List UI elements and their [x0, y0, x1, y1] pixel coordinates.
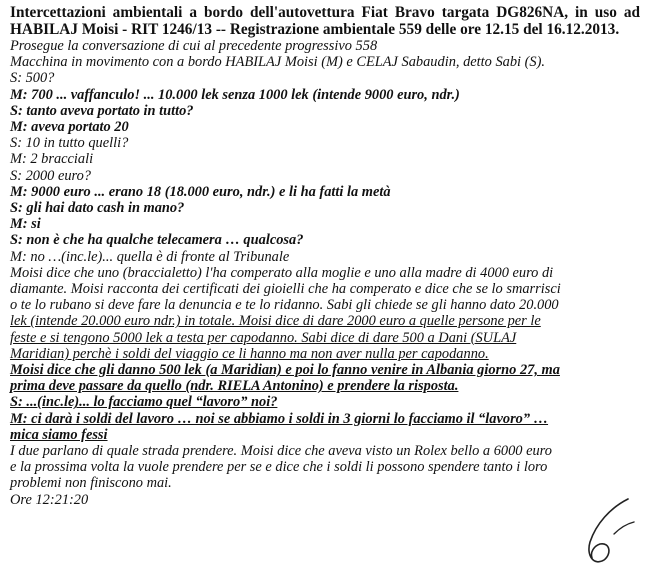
line-dialogue-emphasis: S: ...(inc.le)... lo facciamo quel “lavoro” noi? [10, 394, 278, 411]
line-dialogue: M: aveva portato 20 [10, 119, 129, 136]
line-closing: I due parlano di quale strada prendere. Moisi dice che aveva visto un Rolex bello a 6000 euro [10, 443, 552, 460]
line-dialogue: M: 9000 euro ... erano 18 (18.000 euro, ndr.) e li ha fatti la metà [10, 183, 391, 200]
line-intro: Prosegue la conversazione di cui al precedente progressivo 558 [10, 38, 378, 54]
line-time: Ore 12:21:20 [10, 491, 89, 508]
line-dialogue: M: si [10, 216, 41, 233]
line-summary-underlined: feste e si tengono 5000 lek a testa per capodanno. Sabi dice di dare 500 a Dani (SULAJ [10, 329, 517, 346]
line-dialogue: M: 700 ... vaffanculo! ... 10.000 lek senza 1000 lek (intende 9000 euro, ndr.) [10, 86, 460, 103]
line-summary-emphasis: Moisi dice che gli danno 500 lek (a Maridian) e poi lo fanno venire in Albania giorno 27, ma [10, 362, 560, 379]
line-dialogue-emphasis: M: ci darà i soldi del lavoro … noi se abbiamo i soldi in 3 giorni lo facciamo il “lavoro” … [10, 410, 549, 427]
handwritten-page-number [570, 494, 640, 569]
line-summary-underlined: Maridian) perchè i soldi del viaggio ce li hanno ma non aver nulla per capodanno. [10, 345, 489, 362]
line-summary: Moisi dice che uno (braccialetto) l'ha comperato alla moglie e uno alla madre di 4000 euro di [10, 264, 554, 281]
line-dialogue: M: 2 bracciali [10, 151, 94, 168]
line-dialogue: S: 500? [10, 70, 55, 87]
line-dialogue: S: tanto aveva portato in tutto? [10, 102, 194, 119]
line-dialogue-emphasis: mica siamo fessi [10, 426, 108, 443]
line-dialogue: S: 10 in tutto quelli? [10, 135, 129, 152]
line-dialogue: S: 2000 euro? [10, 167, 92, 184]
line-closing: problemi non finiscono mai. [10, 475, 172, 492]
line-participants: Macchina in movimento con a bordo HABILAJ Moisi (M) e CELAJ Sabaudin, detto Sabi (S). [10, 54, 546, 71]
document-body [10, 4, 640, 508]
line-summary-underlined: lek (intende 20.000 euro ndr.) in totale. Moisi dice di dare 2000 euro a quelle persone per le [10, 313, 541, 330]
line-summary: diamante. Moisi racconta dei certificati dei gioielli che ha comperato e dice che se lo smarrisci [10, 281, 561, 298]
line-dialogue: S: non è che ha qualche telecamera … qualcosa? [10, 232, 304, 249]
line-summary: o te lo rubano si deve fare la denuncia e te lo ridanno. Sabi gli chiede se gli hanno dato 20.000 [10, 297, 559, 314]
line-dialogue: S: gli hai dato cash in mano? [10, 200, 185, 217]
line-summary-emphasis: prima deve passare da quello (ndr. RIELA Antonino) e prendere la risposta. [10, 378, 459, 395]
transcript-header: Intercettazioni ambientali a bordo dell'autovettura Fiat Bravo targata DG826NA, in uso ad HABILAJ Moisi - RIT 1246/13 -- Registrazione ambientale 559 delle ore 12.15 del 16.12.2013. [10, 4, 640, 38]
line-dialogue: M: no …(inc.le)... quella è di fronte al Tribunale [10, 248, 290, 265]
line-closing: e la prossima volta la vuole prendere per se e dice che i soldi li possono spendere tanto i loro [10, 459, 548, 476]
